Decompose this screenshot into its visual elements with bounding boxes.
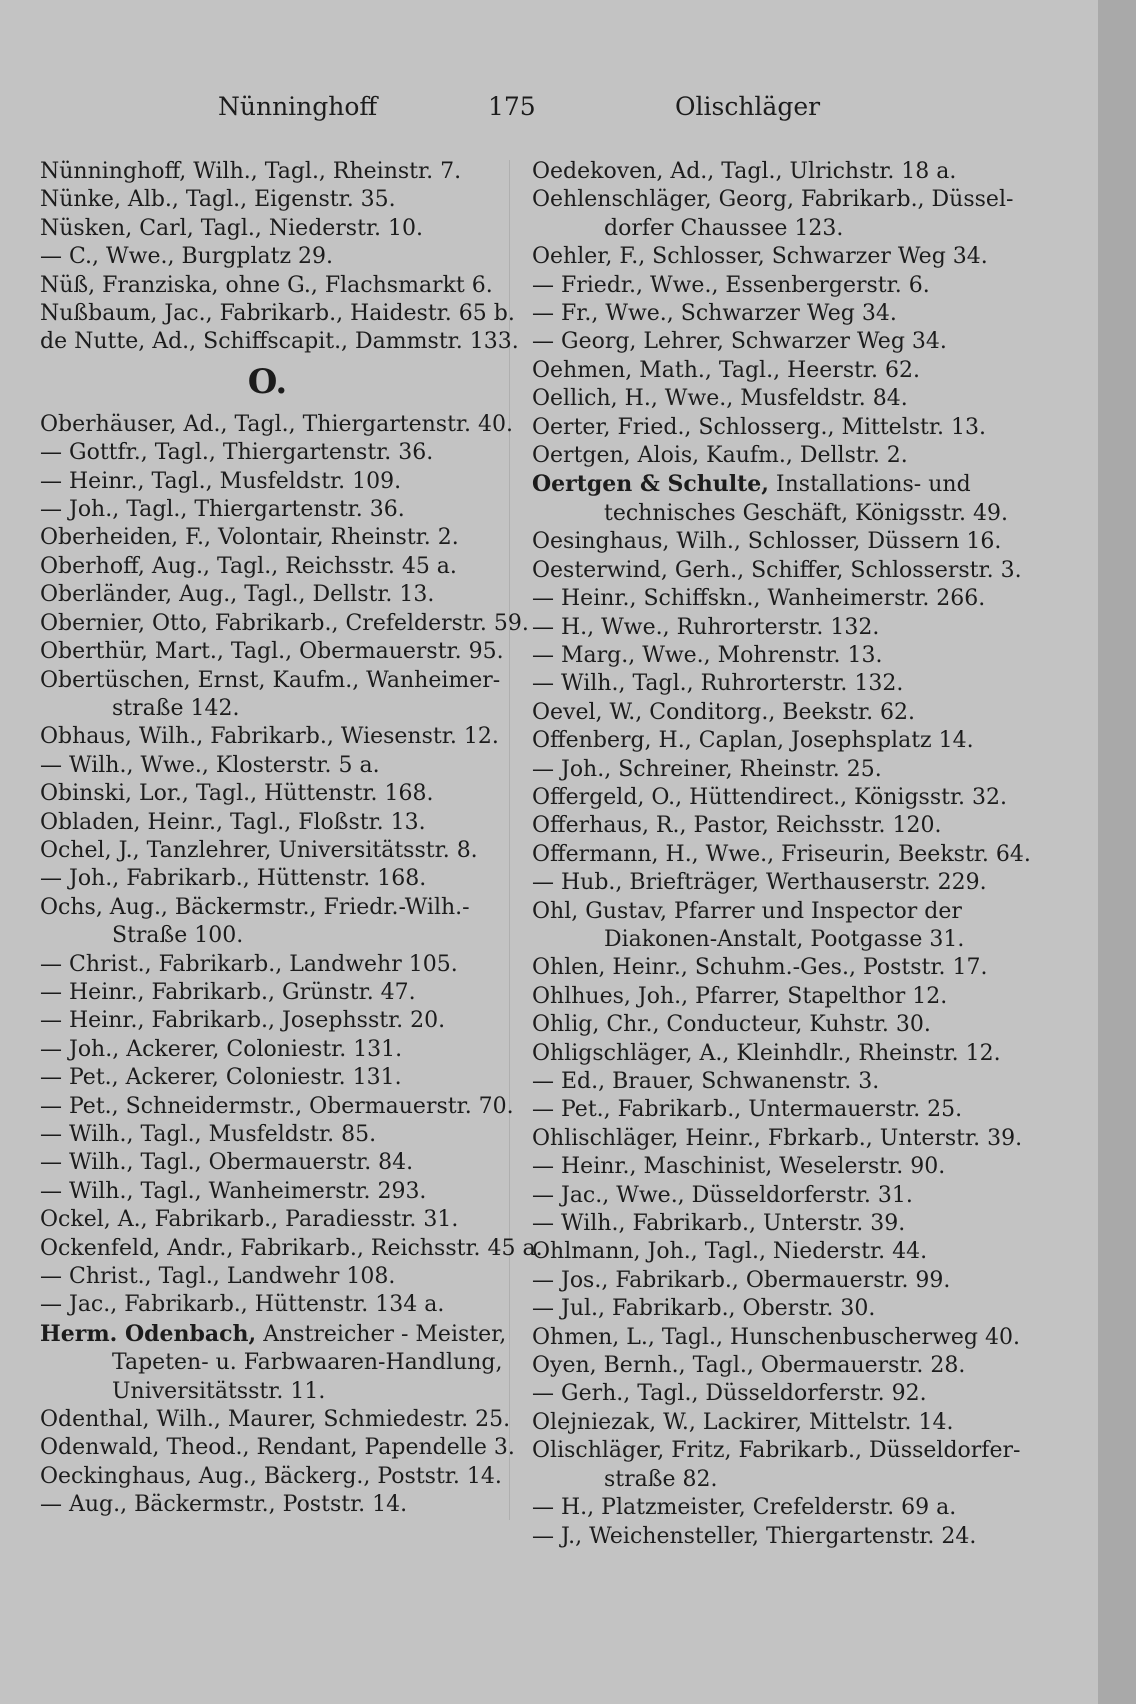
- directory-entry: Obertüschen, Ernst, Kaufm., Wanheimer-: [40, 667, 501, 693]
- directory-entry: Odenthal, Wilh., Maurer, Schmiedestr. 25.: [40, 1407, 511, 1433]
- page-number: 175: [488, 92, 536, 121]
- directory-entry: — Hub., Briefträger, Werthauserstr. 229.: [532, 870, 987, 896]
- directory-entry: — Heinr., Schiffskn., Wanheimerstr. 266.: [532, 586, 986, 612]
- directory-entry: Offenberg, H., Caplan, Josephsplatz 14.: [532, 728, 974, 754]
- directory-entry: — Georg, Lehrer, Schwarzer Weg 34.: [532, 329, 947, 355]
- directory-entry: — Heinr., Maschinist, Weselerstr. 90.: [532, 1154, 946, 1180]
- directory-entry: — Aug., Bäckermstr., Poststr. 14.: [40, 1492, 408, 1518]
- directory-entry: Ockel, A., Fabrikarb., Paradiesstr. 31.: [40, 1207, 459, 1233]
- directory-entry: Nüß, Franziska, ohne G., Flachsmarkt 6.: [40, 272, 493, 298]
- directory-entry: — Heinr., Fabrikarb., Josephsstr. 20.: [40, 1008, 446, 1034]
- directory-entry: Ockenfeld, Andr., Fabrikarb., Reichsstr. 45 a.: [40, 1235, 543, 1261]
- directory-entry: — Pet., Fabrikarb., Untermauerstr. 25.: [532, 1097, 963, 1123]
- directory-entry: — Heinr., Tagl., Musfeldstr. 109.: [40, 468, 402, 494]
- running-header: [0, 92, 1136, 132]
- directory-entry: Oehler, F., Schlosser, Schwarzer Weg 34.: [532, 244, 988, 270]
- directory-entry: — Pet., Schneidermstr., Obermauerstr. 70.: [40, 1093, 514, 1119]
- directory-entry: Ochel, J., Tanzlehrer, Universitätsstr. 8.: [40, 837, 478, 863]
- directory-entry: Oertgen, Alois, Kaufm., Dellstr. 2.: [532, 443, 908, 469]
- directory-entry: Oevel, W., Conditorg., Beekstr. 62.: [532, 699, 916, 725]
- column-divider: [509, 160, 510, 1520]
- directory-entry: Ohligschläger, A., Kleinhdlr., Rheinstr. 12.: [532, 1040, 1001, 1066]
- directory-entry: — Fr., Wwe., Schwarzer Weg 34.: [532, 301, 897, 327]
- directory-entry: — Christ., Fabrikarb., Landwehr 105.: [40, 951, 458, 977]
- header-first-entry: Nünninghoff: [218, 92, 378, 121]
- directory-entry: — Joh., Fabrikarb., Hüttenstr. 168.: [40, 866, 427, 892]
- directory-entry: Oesterwind, Gerh., Schiffer, Schlosserstr. 3.: [532, 557, 1022, 583]
- directory-entry: Offermann, H., Wwe., Friseurin, Beekstr. 64.: [532, 841, 1031, 867]
- directory-entry: — Wilh., Tagl., Wanheimerstr. 293.: [40, 1178, 427, 1204]
- section-letter: O.: [247, 361, 288, 402]
- directory-entry: Oberheiden, F., Volontair, Rheinstr. 2.: [40, 525, 459, 551]
- directory-entry: — C., Wwe., Burgplatz 29.: [40, 244, 334, 270]
- directory-entry: Olejniezak, W., Lackirer, Mittelstr. 14.: [532, 1409, 954, 1435]
- directory-entry: — Wilh., Tagl., Ruhrorterstr. 132.: [532, 671, 904, 697]
- directory-entry: Nüsken, Carl, Tagl., Niederstr. 10.: [40, 215, 424, 241]
- entry-continuation: technisches Geschäft, Königsstr. 49.: [604, 500, 1008, 526]
- directory-entry: — H., Platzmeister, Crefelderstr. 69 a.: [532, 1495, 957, 1521]
- directory-entry: — Jul., Fabrikarb., Oberstr. 30.: [532, 1296, 876, 1322]
- directory-entry: Offergeld, O., Hüttendirect., Königsstr. 32.: [532, 784, 1008, 810]
- directory-entry: — Marg., Wwe., Mohrenstr. 13.: [532, 642, 883, 668]
- entry-continuation: Tapeten- u. Farbwaaren-Handlung,: [112, 1350, 503, 1376]
- directory-entry: Odenwald, Theod., Rendant, Papendelle 3.: [40, 1435, 515, 1461]
- entry-continuation: dorfer Chaussee 123.: [604, 215, 844, 241]
- directory-entry: — Christ., Tagl., Landwehr 108.: [40, 1264, 396, 1290]
- directory-entry: — Joh., Ackerer, Coloniestr. 131.: [40, 1036, 403, 1062]
- directory-entry: — Wilh., Fabrikarb., Unterstr. 39.: [532, 1211, 906, 1237]
- directory-entry: Obladen, Heinr., Tagl., Floßstr. 13.: [40, 809, 426, 835]
- directory-entry: Oberthür, Mart., Tagl., Obermauerstr. 95.: [40, 639, 504, 665]
- directory-entry: — Joh., Tagl., Thiergartenstr. 36.: [40, 497, 405, 523]
- directory-entry: — Wilh., Tagl., Obermauerstr. 84.: [40, 1150, 414, 1176]
- directory-entry: Oehmen, Math., Tagl., Heerstr. 62.: [532, 357, 921, 383]
- directory-entry: Obhaus, Wilh., Fabrikarb., Wiesenstr. 12.: [40, 724, 499, 750]
- directory-entry: Oyen, Bernh., Tagl., Obermauerstr. 28.: [532, 1353, 966, 1379]
- directory-entry: — Jos., Fabrikarb., Obermauerstr. 99.: [532, 1267, 951, 1293]
- directory-entry: — Heinr., Fabrikarb., Grünstr. 47.: [40, 979, 416, 1005]
- header-last-entry: Olischläger: [675, 92, 821, 121]
- directory-entry: Ohlen, Heinr., Schuhm.-Ges., Poststr. 17.: [532, 955, 988, 981]
- entry-continuation: straße 82.: [604, 1466, 718, 1492]
- directory-entry: — Gottfr., Tagl., Thiergartenstr. 36.: [40, 440, 434, 466]
- directory-entry: — Wilh., Wwe., Klosterstr. 5 a.: [40, 752, 380, 778]
- directory-entry: Ochs, Aug., Bäckermstr., Friedr.-Wilh.-: [40, 894, 470, 920]
- entry-text: Anstreicher - Meister,: [263, 1321, 507, 1347]
- directory-entry: — J., Weichensteller, Thiergartenstr. 24.: [532, 1523, 977, 1549]
- page-edge-shadow: [1098, 0, 1136, 1704]
- directory-entry: Oberhäuser, Ad., Tagl., Thiergartenstr. 40.: [40, 411, 513, 437]
- directory-entry: Oberländer, Aug., Tagl., Dellstr. 13.: [40, 582, 435, 608]
- directory-entry: Ohmen, L., Tagl., Hunschenbuscherweg 40.: [532, 1324, 1020, 1350]
- entry-continuation: Straße 100.: [112, 923, 244, 949]
- directory-entry: Oellich, H., Wwe., Musfeldstr. 84.: [532, 386, 908, 412]
- entry-continuation: Diakonen-Anstalt, Pootgasse 31.: [604, 926, 965, 952]
- left-column: [40, 158, 543, 1520]
- directory-entry: Obernier, Otto, Fabrikarb., Crefelderstr. 59.: [40, 610, 529, 636]
- advertised-name: Herm. Odenbach,: [40, 1320, 257, 1347]
- entry-continuation: straße 142.: [112, 695, 240, 721]
- right-column: [532, 158, 1031, 1551]
- directory-entry: — Jac., Fabrikarb., Hüttenstr. 134 a.: [40, 1292, 445, 1318]
- directory-entry: Oesinghaus, Wilh., Schlosser, Düssern 16.: [532, 529, 1002, 555]
- directory-entry: Offerhaus, R., Pastor, Reichsstr. 120.: [532, 813, 942, 839]
- directory-entry: Nünke, Alb., Tagl., Eigenstr. 35.: [40, 187, 396, 213]
- directory-entry: Ohlmann, Joh., Tagl., Niederstr. 44.: [532, 1239, 928, 1265]
- entry-continuation: Universitätsstr. 11.: [112, 1378, 326, 1404]
- directory-entry: Obinski, Lor., Tagl., Hüttenstr. 168.: [40, 781, 434, 807]
- directory-entry: Ohlig, Chr., Conducteur, Kuhstr. 30.: [532, 1012, 931, 1038]
- directory-entry: Nußbaum, Jac., Fabrikarb., Haidestr. 65 b.: [40, 301, 515, 327]
- directory-entry: Nünninghoff, Wilh., Tagl., Rheinstr. 7.: [40, 159, 462, 184]
- directory-entry: Oehlenschläger, Georg, Fabrikarb., Düssel-: [532, 187, 1014, 213]
- directory-entry: Oberhoff, Aug., Tagl., Reichsstr. 45 a.: [40, 553, 457, 579]
- directory-entry: — Jac., Wwe., Düsseldorferstr. 31.: [532, 1182, 913, 1208]
- directory-entry: — Friedr., Wwe., Essenbergerstr. 6.: [532, 272, 930, 298]
- directory-entry: Ohlischläger, Heinr., Fbrkarb., Unterstr. 39.: [532, 1125, 1023, 1151]
- directory-entry: — Gerh., Tagl., Düsseldorferstr. 92.: [532, 1381, 927, 1407]
- directory-entry: Ohlhues, Joh., Pfarrer, Stapelthor 12.: [532, 983, 948, 1009]
- directory-entry: Ohl, Gustav, Pfarrer und Inspector der: [532, 898, 962, 924]
- directory-entry: — Pet., Ackerer, Coloniestr. 131.: [40, 1065, 402, 1091]
- directory-entry: [40, 1320, 505, 1349]
- directory-entry: Oedekoven, Ad., Tagl., Ulrichstr. 18 a.: [532, 159, 957, 184]
- directory-entry: — H., Wwe., Ruhrorterstr. 132.: [532, 614, 880, 640]
- directory-entry: — Wilh., Tagl., Musfeldstr. 85.: [40, 1122, 377, 1147]
- directory-entry: de Nutte, Ad., Schiffscapit., Dammstr. 133.: [40, 329, 519, 355]
- directory-entry: Oeckinghaus, Aug., Bäckerg., Poststr. 14.: [40, 1463, 502, 1489]
- directory-entry: [532, 470, 1002, 499]
- directory-entry: — Joh., Schreiner, Rheinstr. 25.: [532, 756, 882, 782]
- advertised-name: Oertgen & Schulte,: [532, 471, 769, 498]
- directory-entry: — Ed., Brauer, Schwanenstr. 3.: [532, 1069, 880, 1094]
- directory-entry: Olischläger, Fritz, Fabrikarb., Düsseldorfer-: [532, 1438, 1021, 1464]
- entry-text: Installations- und: [775, 472, 971, 498]
- directory-entry: Oerter, Fried., Schlosserg., Mittelstr. 13.: [532, 414, 986, 440]
